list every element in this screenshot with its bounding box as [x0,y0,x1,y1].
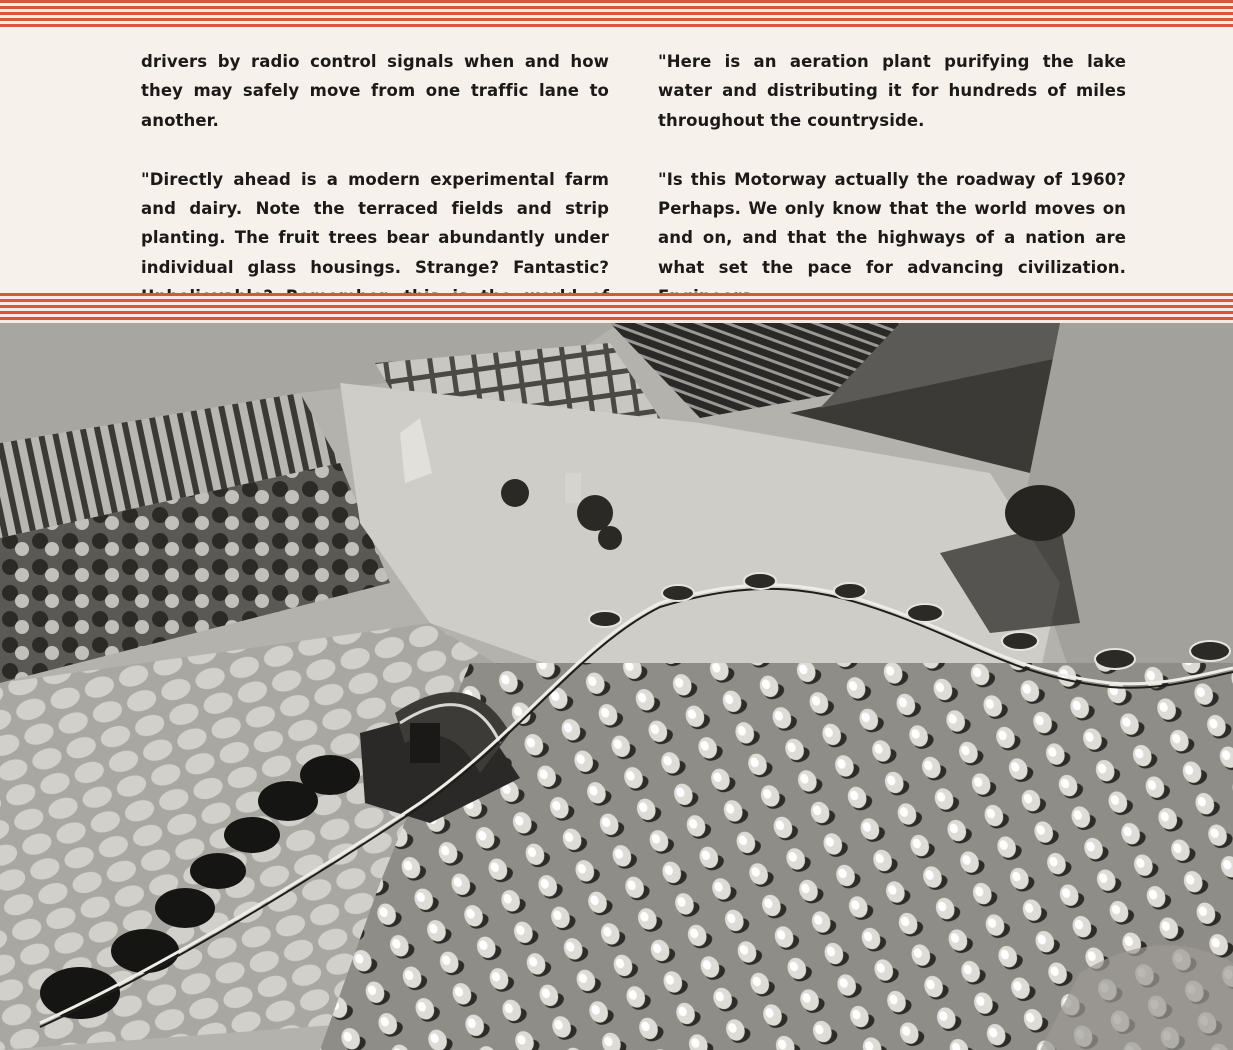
right-text-column [658,47,1126,312]
left-paragraph-1: drivers by radio control signals when and how they may safely move from one traffic lane to another. [141,52,609,130]
middle-stripe-border [0,293,1233,323]
left-paragraph-2: "Directly ahead is a modern experimental farm and dairy. Note the terraced fields and strip planting. The fruit trees bear abundantly under individual glass housings. Strange? Fantastic? [141,169,609,277]
top-stripe-border [0,0,1233,27]
right-paragraph-1: "Here is an aeration plant purifying the lake water and distributing it for hundreds of miles throughout the countryside. [658,52,1126,130]
farm-model-illustration [0,323,1233,1050]
right-paragraph-2: "Is this Motorway actually the roadway of 1960? Perhaps. We only know that the world moves on and on, and that the highways of a nation are what set the pace for advancing civilization. [658,169,1126,277]
farm-model-photograph [0,323,1233,1050]
